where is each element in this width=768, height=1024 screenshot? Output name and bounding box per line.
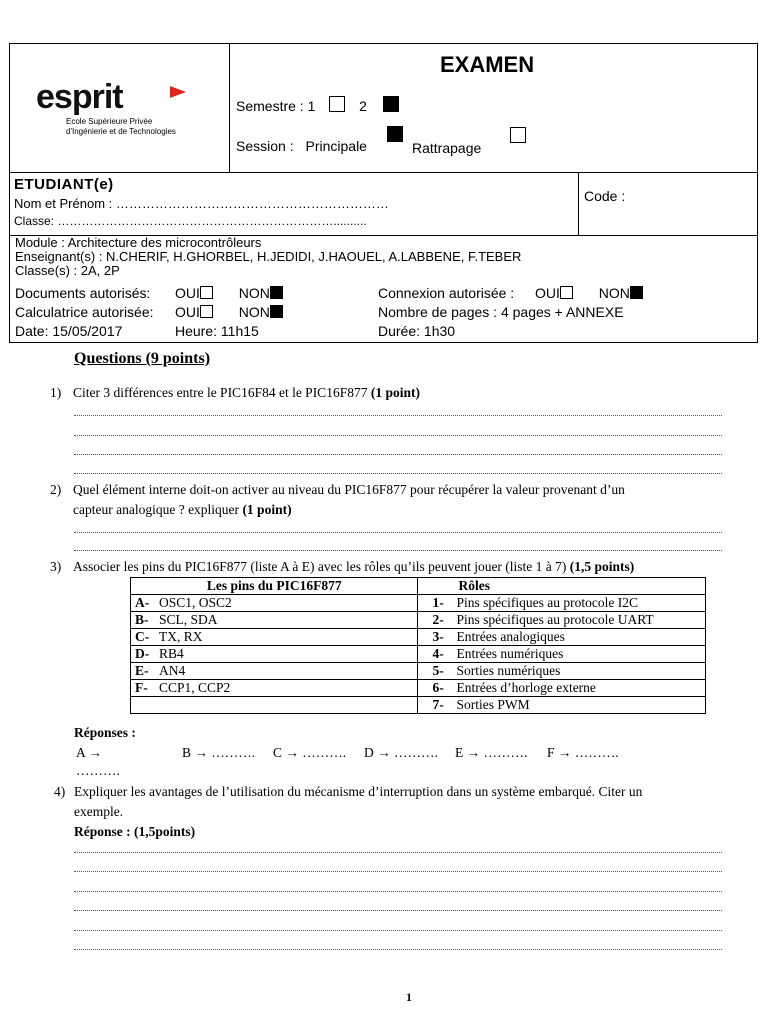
question-2 xyxy=(50,481,625,519)
question-3-points: (1,5 points) xyxy=(569,559,635,574)
calculatrice-non-label: NON xyxy=(238,304,270,320)
documents-oui-label: OUI xyxy=(175,285,200,301)
role-label: 2- xyxy=(432,612,444,627)
pin-value: TX, RX xyxy=(159,629,203,644)
calculatrice-options xyxy=(175,304,283,320)
responses-heading: Réponses : xyxy=(74,725,136,740)
questions-heading: Questions (9 points) xyxy=(74,350,211,367)
documents-label: Documents autorisés: xyxy=(15,285,151,301)
classe-field: Classe: …………………………………………………………….......... xyxy=(14,214,367,228)
session-principale-label: Principale xyxy=(305,138,367,154)
pin-label: A- xyxy=(135,595,150,610)
role-label: 6- xyxy=(432,680,444,695)
pin-label: E- xyxy=(135,663,149,678)
documents-oui-checkbox xyxy=(200,286,213,299)
connexion-label: Connexion autorisée : xyxy=(378,285,515,301)
role-value: Entrées d’horloge externe xyxy=(456,680,596,695)
answer-line[interactable] xyxy=(74,550,722,552)
question-1-number: 1) xyxy=(50,385,62,400)
connexion-non-checkbox xyxy=(630,286,643,299)
documents-non-checkbox xyxy=(270,286,283,299)
semestre-2-label: 2 xyxy=(359,98,367,114)
response-d[interactable]: D → ………. xyxy=(364,745,438,760)
session-rattrapage-label: Rattrapage xyxy=(412,140,482,156)
session-row xyxy=(236,138,367,154)
student-heading: ETUDIANT(e) xyxy=(14,176,114,193)
response-c[interactable]: C → ………. xyxy=(273,745,347,760)
answer-line[interactable] xyxy=(74,852,722,854)
semestre-2-checkbox xyxy=(383,96,399,112)
semestre-row xyxy=(236,96,399,114)
page-number: 1 xyxy=(406,990,412,1004)
answer-line[interactable] xyxy=(74,415,722,417)
question-3-text: Associer les pins du PIC16F877 (liste A à E) avec les rôles qu’ils peuvent jouer (liste 1 à 7) xyxy=(73,559,570,574)
logo-text: esprit xyxy=(36,78,123,116)
answer-line[interactable] xyxy=(74,949,722,951)
answer-line[interactable] xyxy=(74,930,722,932)
roles-column-header: Rôles xyxy=(418,578,706,595)
documents-non-label: NON xyxy=(238,285,270,301)
pin-value: AN4 xyxy=(159,663,186,678)
enseignants: Enseignant(s) : N.CHERIF, H.GHORBEL, H.JEDIDI, J.HAOUEL, A.LABBENE, F.TEBER xyxy=(15,249,522,264)
date-info: Date: 15/05/2017 xyxy=(15,323,123,339)
table-row xyxy=(131,612,706,629)
calculatrice-oui-label: OUI xyxy=(175,304,200,320)
question-4-reponse-label: Réponse : (1,5points) xyxy=(74,824,196,839)
answer-line[interactable] xyxy=(74,871,722,873)
question-4-text-line-2: exemple. xyxy=(74,804,124,819)
pins-roles-table xyxy=(130,577,706,714)
calculatrice-label: Calculatrice autorisée: xyxy=(15,304,154,320)
pin-value: SCL, SDA xyxy=(159,612,218,627)
answer-line[interactable] xyxy=(74,910,722,912)
role-value: Sorties PWM xyxy=(456,697,530,712)
question-4-text-line-1: Expliquer les avantages de l’utilisation du mécanisme d’interruption dans un système embarqué. Citer un xyxy=(74,784,643,799)
school-name xyxy=(66,117,176,137)
table-row xyxy=(131,646,706,663)
calculatrice-oui-checkbox xyxy=(200,305,213,318)
logo-flag-icon xyxy=(170,86,186,98)
table-row xyxy=(131,663,706,680)
role-value: Entrées numériques xyxy=(456,646,564,661)
question-1-text: Citer 3 différences entre le PIC16F84 et le PIC16F877 xyxy=(73,385,371,400)
question-2-text-line-2: capteur analogique ? expliquer xyxy=(73,502,243,517)
pages-info: Nombre de pages : 4 pages + ANNEXE xyxy=(378,304,624,320)
role-label: 1- xyxy=(432,595,444,610)
connexion-options xyxy=(535,285,643,301)
module-name: Module : Architecture des microcontrôleurs xyxy=(15,235,262,250)
answer-line[interactable] xyxy=(74,891,722,893)
table-row xyxy=(131,680,706,697)
question-2-points: (1 point) xyxy=(242,502,292,517)
classes: Classe(s) : 2A, 2P xyxy=(15,263,120,278)
response-f[interactable]: F → ………. xyxy=(547,745,619,760)
question-3-number: 3) xyxy=(50,559,62,574)
response-b[interactable]: B → ………. xyxy=(182,745,256,760)
role-value: Sorties numériques xyxy=(456,663,561,678)
connexion-oui-label: OUI xyxy=(535,285,560,301)
connexion-non-label: NON xyxy=(598,285,630,301)
code-cell xyxy=(578,172,758,236)
connexion-oui-checkbox xyxy=(560,286,573,299)
semestre-1-checkbox xyxy=(329,96,345,112)
school-line-2: d'Ingénierie et de Technologies xyxy=(66,127,176,136)
answer-line[interactable] xyxy=(74,435,722,437)
pin-value: OSC1, OSC2 xyxy=(159,595,232,610)
session-principale-checkbox xyxy=(387,126,403,142)
module-info xyxy=(15,236,521,278)
table-row xyxy=(131,697,706,714)
question-3 xyxy=(50,558,634,576)
documents-row xyxy=(15,285,150,301)
pin-value: CCP1, CCP2 xyxy=(159,680,231,695)
role-value: Entrées analogiques xyxy=(456,629,565,644)
session-label: Session : xyxy=(236,138,294,154)
documents-options xyxy=(175,285,283,301)
table-header-row xyxy=(131,578,706,595)
question-2-number: 2) xyxy=(50,482,62,497)
calculatrice-non-checkbox xyxy=(270,305,283,318)
role-label: 5- xyxy=(432,663,444,678)
pin-label: F- xyxy=(135,680,148,695)
exam-title: EXAMEN xyxy=(440,52,535,77)
esprit-logo xyxy=(36,78,123,117)
question-4 xyxy=(54,783,642,841)
pin-label: C- xyxy=(135,629,150,644)
role-label: 3- xyxy=(432,629,444,644)
duree-info: Durée: 1h30 xyxy=(378,323,456,339)
response-a[interactable]: A → ………. xyxy=(76,745,120,778)
role-label: 7- xyxy=(432,697,444,712)
heure-info: Heure: 11h15 xyxy=(175,323,259,339)
pin-value: RB4 xyxy=(159,646,184,661)
nom-prenom-field: Nom et Prénom : ……………………………………………………… xyxy=(14,196,389,211)
answer-line[interactable] xyxy=(74,473,722,475)
pin-label: D- xyxy=(135,646,150,661)
semestre-label: Semestre : 1 xyxy=(236,98,316,114)
role-value: Pins spécifiques au protocole I2C xyxy=(456,595,638,610)
question-1 xyxy=(50,384,420,402)
pins-column-header: Les pins du PIC16F877 xyxy=(131,578,418,595)
role-label: 4- xyxy=(432,646,444,661)
table-row xyxy=(131,629,706,646)
question-1-points: (1 point) xyxy=(370,385,420,400)
answer-line[interactable] xyxy=(74,532,722,534)
school-line-1: Ecole Supérieure Privée xyxy=(66,117,153,126)
answer-line[interactable] xyxy=(74,454,722,456)
role-value: Pins spécifiques au protocole UART xyxy=(456,612,654,627)
code-label: Code : xyxy=(584,188,626,204)
response-e[interactable]: E → ………. xyxy=(455,745,528,760)
question-4-number: 4) xyxy=(54,784,66,799)
question-2-text-line-1: Quel élément interne doit-on activer au niveau du PIC16F877 pour récupérer la valeur provenant d’un xyxy=(73,482,625,497)
table-row xyxy=(131,595,706,612)
session-rattrapage-checkbox xyxy=(510,127,526,143)
pin-label: B- xyxy=(135,612,149,627)
